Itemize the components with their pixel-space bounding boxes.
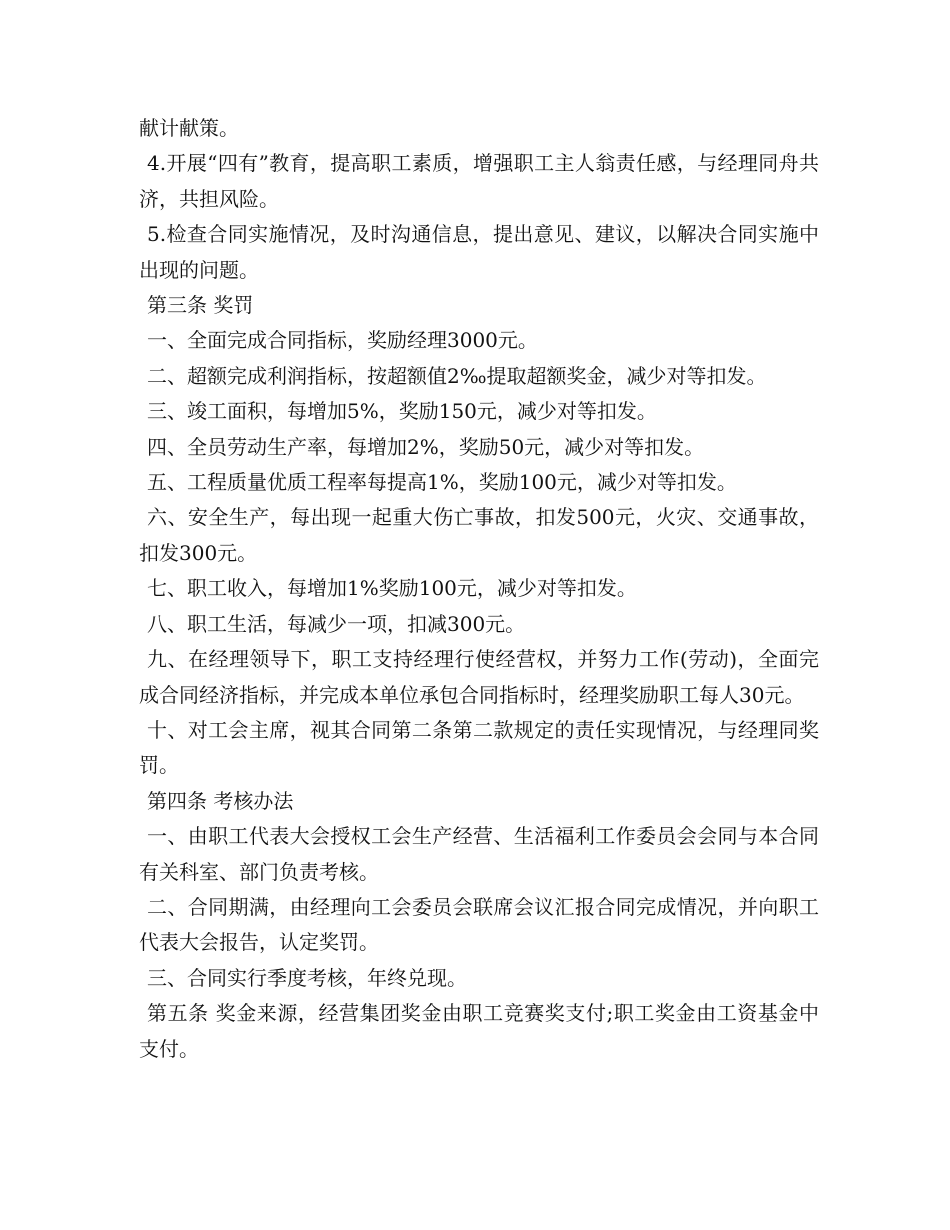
- paragraph-reward-4: 四、全员劳动生产率，每增加2%，奖励50元，减少对等扣发。: [147, 434, 705, 459]
- paragraph-item-4: 4.开展“四有”教育，提高职工素质，增强职工主人翁责任感，与经理同舟共济，共担风险。: [139, 151, 819, 211]
- section-heading-article-3: 第三条 奖罚: [147, 293, 254, 318]
- paragraph-reward-1: 一、全面完成合同指标，奖励经理3000元。: [147, 328, 538, 353]
- paragraph-reward-7: 七、职工收入，每增加1%奖励100元，减少对等扣发。: [147, 576, 637, 601]
- paragraph-reward-5: 五、工程质量优质工程率每提高1%，奖励100元，减少对等扣发。: [147, 470, 737, 495]
- paragraph-reward-6: 六、安全生产，每出现一起重大伤亡事故，扣发500元，火灾、交通事故，扣发300元。: [139, 505, 819, 565]
- paragraph-assessment-1: 一、由职工代表大会授权工会生产经营、生活福利工作委员会会同与本合同有关科室、部门负责考核。: [139, 824, 819, 884]
- section-heading-article-4: 第四条 考核办法: [147, 788, 294, 813]
- paragraph-continuation: 献计献策。: [139, 116, 239, 140]
- paragraph-reward-10: 十、对工会主席，视其合同第二条第二款规定的责任实现情况，与经理同奖罚。: [139, 717, 819, 778]
- paragraph-assessment-3: 三、合同实行季度考核，年终兑现。: [147, 965, 467, 990]
- section-heading-article-5: 第五条 奖金来源，经营集团奖金由职工竞赛奖支付;职工奖金由工资基金中支付。: [139, 1001, 819, 1061]
- paragraph-item-5: 5.检查合同实施情况，及时沟通信息，提出意见、建议，以解决合同实施中出现的问题。: [139, 222, 819, 282]
- paragraph-reward-2: 二、超额完成利润指标，按超额值2‰提取超额奖金，减少对等扣发。: [147, 363, 767, 388]
- paragraph-reward-9: 九、在经理领导下，职工支持经理行使经营权，并努力工作(劳动)，全面完成合同经济指标，并完成本单位承包合同指标时，经理奖励职工每人30元。: [139, 647, 819, 707]
- paragraph-reward-3: 三、竣工面积，每增加5%，奖励150元，减少对等扣发。: [147, 399, 657, 424]
- document-body: [139, 111, 819, 1067]
- paragraph-reward-8: 八、职工生活，每减少一项，扣减300元。: [147, 611, 526, 636]
- paragraph-assessment-2: 二、合同期满，由经理向工会委员会联席会议汇报合同完成情况，并向职工代表大会报告，认定奖罚。: [139, 894, 819, 955]
